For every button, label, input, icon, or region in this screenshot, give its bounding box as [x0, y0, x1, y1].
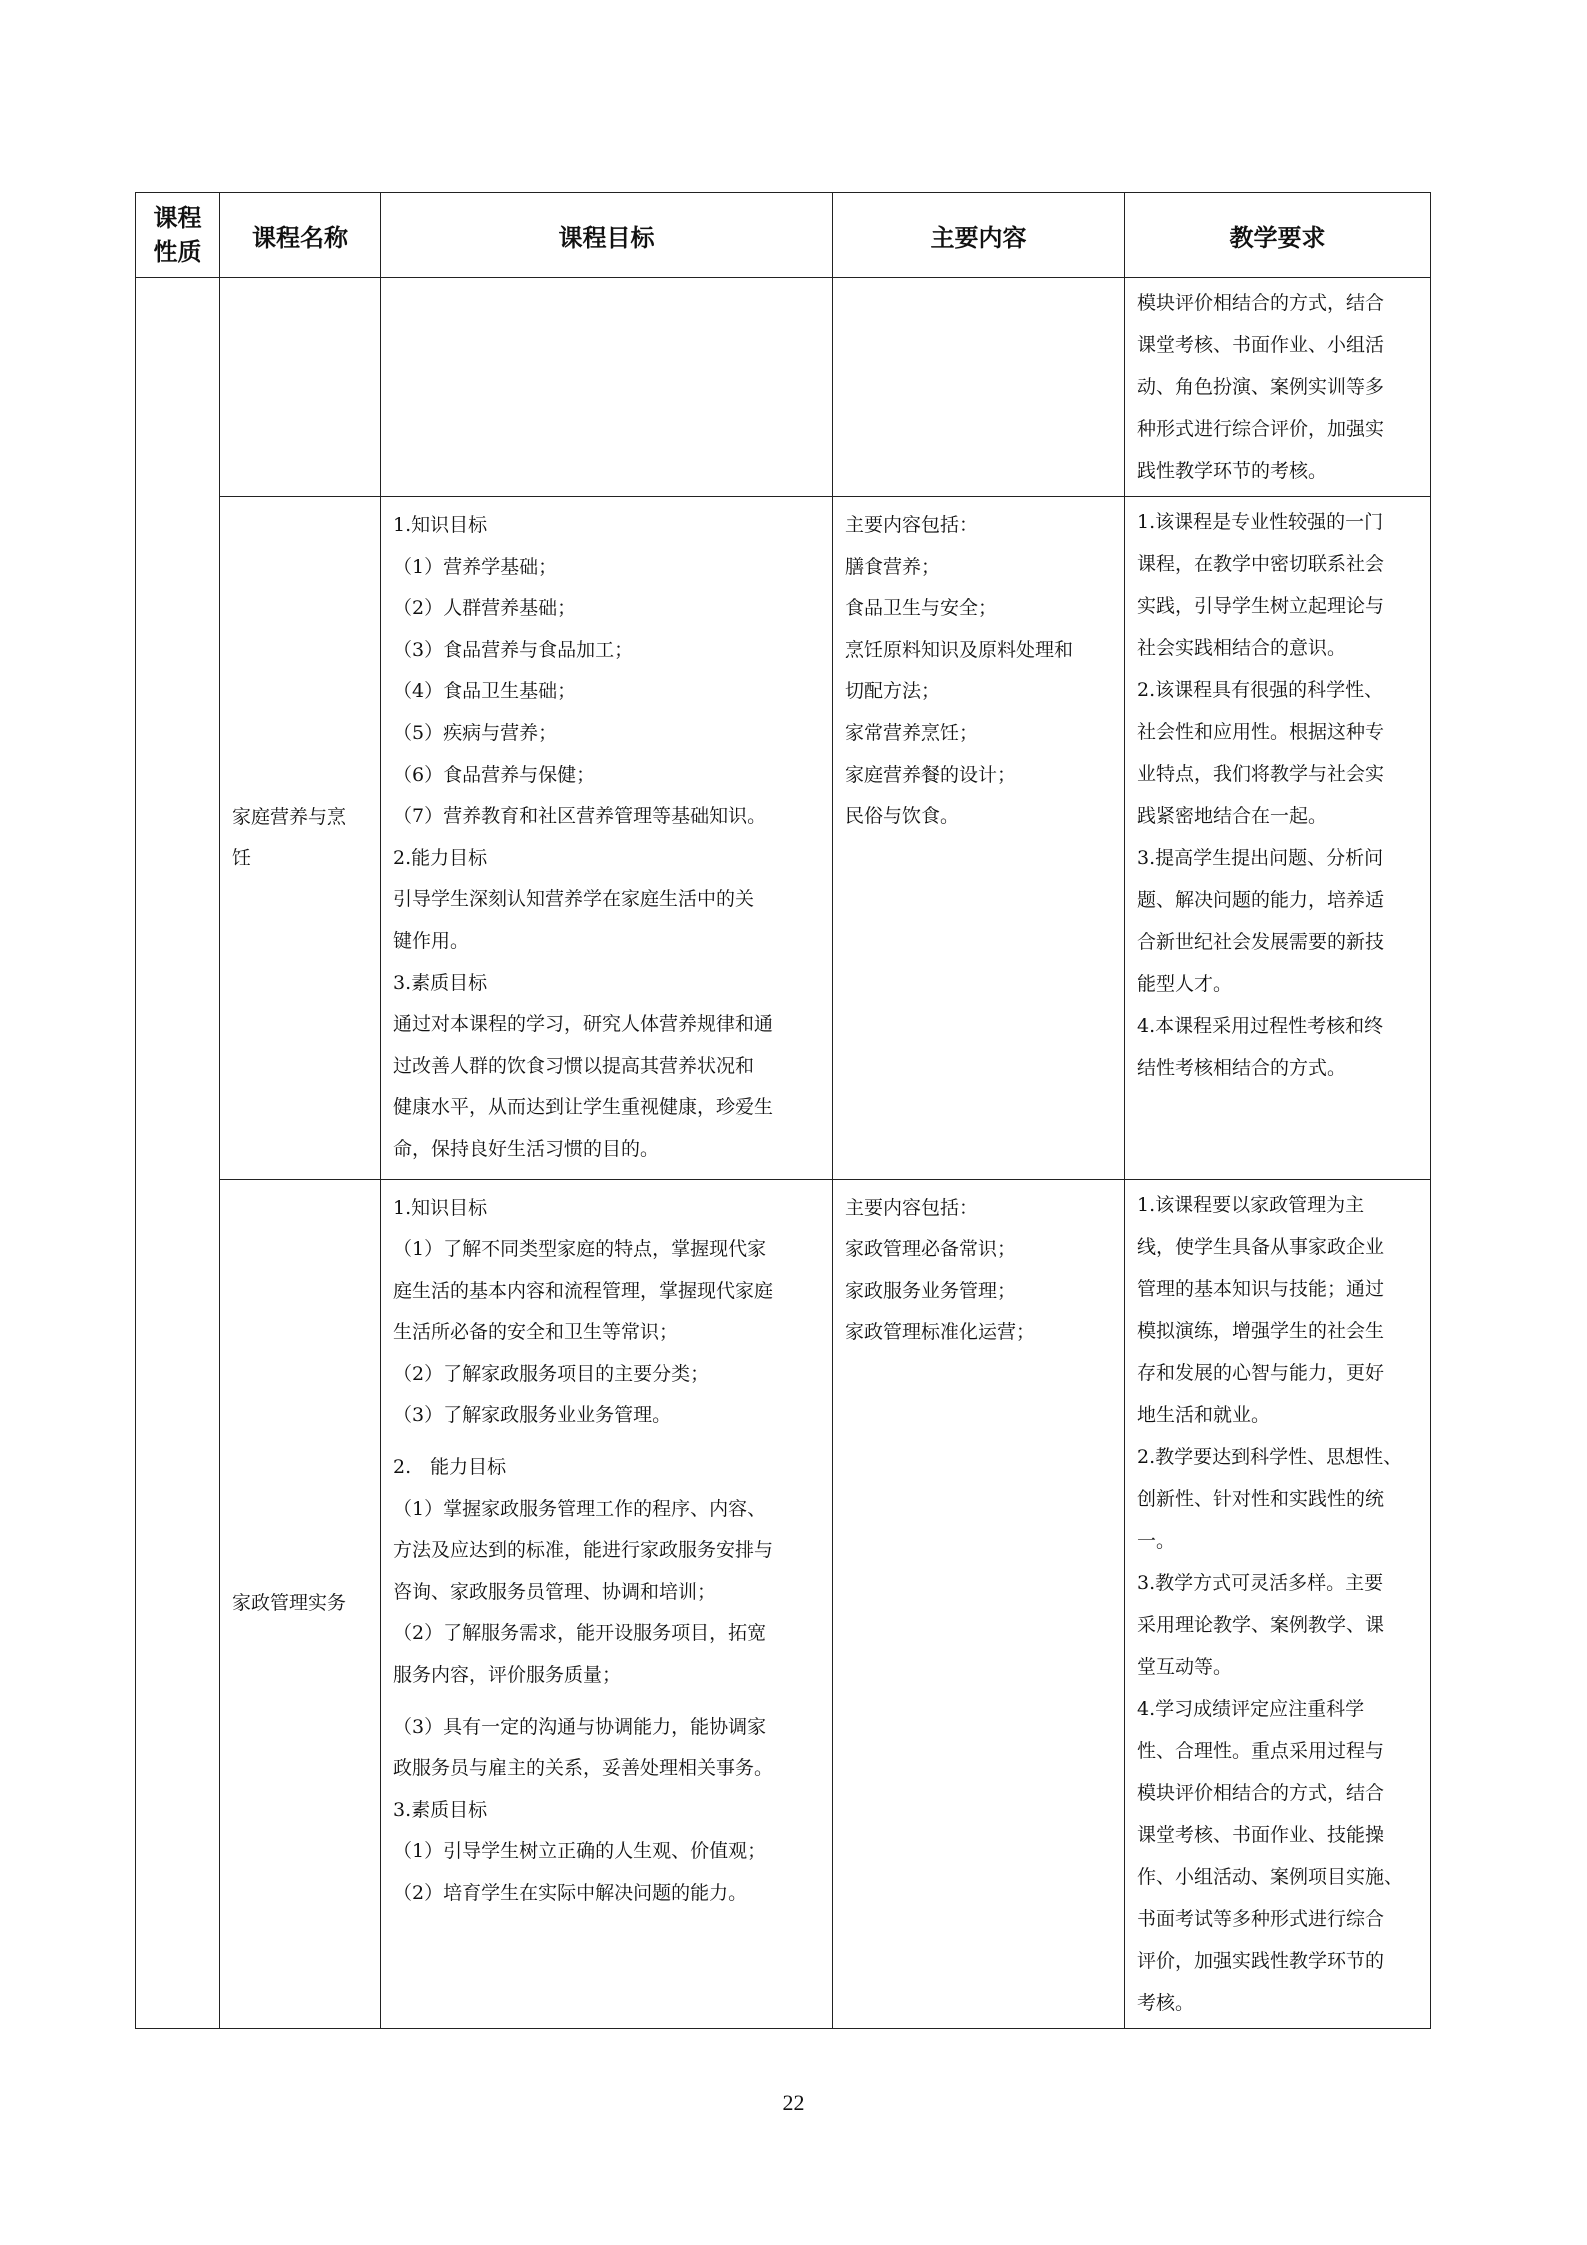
text-line: 能型人才。	[1137, 973, 1233, 995]
text-line: 考核。	[1137, 1991, 1195, 2014]
text-line: （1）引导学生树立正确的人生观、价值观；	[393, 1840, 767, 1863]
text-line: 作、小组活动、案例项目实施、	[1137, 1865, 1404, 1888]
text-line: 结性考核相结合的方式。	[1137, 1057, 1347, 1079]
management-goal-knowledge	[393, 1188, 820, 1438]
nutrition-requirement-text	[1125, 497, 1430, 1093]
text-line: 课堂考核、书面作业、技能操	[1137, 1823, 1385, 1846]
text-line: （1）营养学基础；	[393, 555, 558, 578]
continued-requirement-text	[1125, 278, 1430, 496]
text-line: 膳食营养；	[845, 555, 941, 578]
text-line: 键作用。	[393, 929, 470, 952]
nutrition-goal-cell	[381, 497, 833, 1180]
text-line: 堂互动等。	[1137, 1655, 1233, 1678]
text-line: 家常营养烹饪；	[845, 721, 979, 744]
text-line: 管理的基本知识与技能；通过	[1137, 1277, 1385, 1300]
text-line: 主要内容包括：	[845, 1196, 979, 1219]
text-line: 1.知识目标	[393, 1196, 488, 1219]
text-line: （2）了解服务需求，能开设服务项目，拓宽	[393, 1622, 767, 1645]
text-line: 服务内容，评价服务质量；	[393, 1664, 622, 1687]
text-line: 践性教学环节的考核。	[1137, 460, 1328, 482]
management-course-name: 家政管理实务	[232, 1592, 347, 1614]
text-line: 社会性和应用性。根据这种专	[1137, 721, 1385, 743]
text-line: （3）食品营养与食品加工；	[393, 638, 634, 661]
text-line: 存和发展的心智与能力，更好	[1137, 1361, 1385, 1384]
text-line: （2）了解家政服务项目的主要分类；	[393, 1362, 710, 1385]
text-line: 食品卫生与安全；	[845, 597, 998, 620]
management-requirement-text	[1125, 1180, 1430, 2028]
text-line: 模块评价相结合的方式，结合	[1137, 292, 1385, 314]
text-line: 庭生活的基本内容和流程管理，掌握现代家庭	[393, 1279, 774, 1302]
text-line: 课堂考核、书面作业、小组活	[1137, 334, 1385, 356]
text-line: 民俗与饮食。	[845, 805, 960, 828]
course-table	[135, 192, 1431, 2029]
text-line: 命，保持良好生活习惯的目的。	[393, 1137, 660, 1160]
text-line: 家庭营养与烹	[232, 805, 347, 828]
table-header-row	[136, 193, 1431, 278]
text-line: 1.该课程是专业性较强的一门	[1137, 511, 1384, 533]
text-line: 通过对本课程的学习，研究人体营养规律和通	[393, 1013, 774, 1036]
management-goal-text	[381, 1180, 832, 1923]
text-line: 咨询、家政服务员管理、协调和培训；	[393, 1580, 717, 1603]
text-line: 合新世纪社会发展需要的新技	[1137, 931, 1385, 953]
text-line: （5）疾病与营养；	[393, 721, 558, 744]
text-line: 3.教学方式可灵活多样。主要	[1137, 1571, 1384, 1594]
text-line: 政服务员与雇主的关系，妥善处理相关事务。	[393, 1757, 774, 1780]
text-line: （3）具有一定的沟通与协调能力，能协调家	[393, 1715, 767, 1738]
header-course-type: 课程性质	[136, 193, 220, 278]
text-line: （2）人群营养基础；	[393, 597, 577, 620]
management-goal-quality	[393, 1707, 820, 1915]
text-line: 创新性、针对性和实践性的统	[1137, 1487, 1385, 1510]
text-line: 2.能力目标	[393, 846, 488, 869]
text-line: 方法及应达到的标准，能进行家政服务安排与	[393, 1539, 774, 1562]
text-line: 1.该课程要以家政管理为主	[1137, 1193, 1365, 1216]
text-line: 社会实践相结合的意识。	[1137, 637, 1347, 659]
text-line: 2.教学要达到科学性、思想性、	[1137, 1445, 1403, 1468]
nutrition-course-name	[220, 797, 380, 879]
text-line: 家政管理标准化运营；	[845, 1321, 1036, 1344]
text-line: （1）了解不同类型家庭的特点，掌握现代家	[393, 1238, 767, 1261]
text-line: 线，使学生具备从事家政企业	[1137, 1235, 1385, 1258]
management-content-cell	[833, 1179, 1125, 2028]
text-line: 家庭营养餐的设计；	[845, 763, 1017, 786]
text-line: 采用理论教学、案例教学、课	[1137, 1613, 1385, 1636]
text-line: 切配方法；	[845, 680, 941, 703]
text-line: （7）营养教育和社区营养管理等基础知识。	[393, 805, 767, 828]
text-line: 评价，加强实践性教学环节的	[1137, 1949, 1385, 1972]
header-course-name: 课程名称	[220, 193, 381, 278]
text-line: 3.素质目标	[393, 971, 488, 994]
text-line: 饪	[232, 846, 252, 869]
text-line: 动、角色扮演、案例实训等多	[1137, 376, 1385, 398]
text-line: （4）食品卫生基础；	[393, 680, 577, 703]
text-line: 课程，在教学中密切联系社会	[1137, 553, 1385, 575]
text-line: 一。	[1137, 1529, 1176, 1552]
header-course-goal: 课程目标	[381, 193, 833, 278]
text-line: 4.本课程采用过程性考核和终	[1137, 1015, 1384, 1037]
text-line: 题、解决问题的能力，培养适	[1137, 889, 1385, 911]
text-line: 模块评价相结合的方式，结合	[1137, 1781, 1385, 1804]
course-type-cell	[136, 278, 220, 2029]
text-line: （3）了解家政服务业业务管理。	[393, 1404, 672, 1427]
text-line: （6）食品营养与保健；	[393, 763, 596, 786]
text-line: 业特点，我们将教学与社会实	[1137, 763, 1385, 785]
management-goal-cell	[381, 1179, 833, 2028]
continued-requirement-cell	[1125, 278, 1431, 497]
text-line: 践紧密地结合在一起。	[1137, 805, 1328, 827]
text-line: 3.提高学生提出问题、分析问	[1137, 847, 1384, 869]
management-goal-ability	[393, 1447, 820, 1697]
text-line: 主要内容包括：	[845, 514, 979, 536]
management-name-cell	[220, 1179, 381, 2028]
text-line: 2. 能力目标	[393, 1456, 507, 1479]
text-line: （2）培育学生在实际中解决问题的能力。	[393, 1882, 748, 1904]
table-row-continued	[136, 278, 1431, 497]
nutrition-goal-text	[381, 497, 832, 1179]
text-line: 引导学生深刻认知营养学在家庭生活中的关	[393, 888, 755, 911]
text-line: 性、合理性。重点采用过程与	[1137, 1739, 1385, 1762]
page-number: 22	[782, 2090, 805, 2115]
text-line: 实践，引导学生树立起理论与	[1137, 595, 1385, 617]
text-line: 书面考试等多种形式进行综合	[1137, 1907, 1385, 1930]
text-line: （1）掌握家政服务管理工作的程序、内容、	[393, 1497, 767, 1520]
continued-goal-cell	[381, 278, 833, 497]
management-requirement-cell	[1125, 1179, 1431, 2028]
text-line: 4.学习成绩评定应注重科学	[1137, 1697, 1365, 1720]
continued-name-cell	[220, 278, 381, 497]
text-line: 健康水平，从而达到让学生重视健康，珍爱生	[393, 1096, 774, 1119]
nutrition-requirement-cell	[1125, 497, 1431, 1180]
text-line: 地生活和就业。	[1137, 1403, 1271, 1426]
nutrition-content-text	[833, 497, 1124, 846]
table-row-management	[136, 1179, 1431, 2028]
text-line: 1.知识目标	[393, 514, 488, 536]
header-teaching-requirement: 教学要求	[1125, 193, 1431, 278]
text-line: 3.素质目标	[393, 1798, 488, 1821]
text-line: 2.该课程具有很强的科学性、	[1137, 679, 1384, 701]
text-line: 模拟演练，增强学生的社会生	[1137, 1319, 1385, 1342]
text-line: 过改善人群的饮食习惯以提高其营养状况和	[393, 1054, 755, 1077]
header-main-content: 主要内容	[833, 193, 1125, 278]
text-line: 种形式进行综合评价，加强实	[1137, 418, 1385, 440]
table-row-nutrition	[136, 497, 1431, 1180]
management-content-text	[833, 1180, 1124, 1362]
text-line: 生活所必备的安全和卫生等常识；	[393, 1321, 679, 1344]
text-line: 家政管理必备常识；	[845, 1238, 1017, 1261]
text-line: 烹饪原料知识及原料处理和	[845, 638, 1074, 661]
nutrition-name-cell	[220, 497, 381, 1180]
nutrition-content-cell	[833, 497, 1125, 1180]
continued-content-cell	[833, 278, 1125, 497]
text-line: 家政服务业务管理；	[845, 1279, 1017, 1302]
